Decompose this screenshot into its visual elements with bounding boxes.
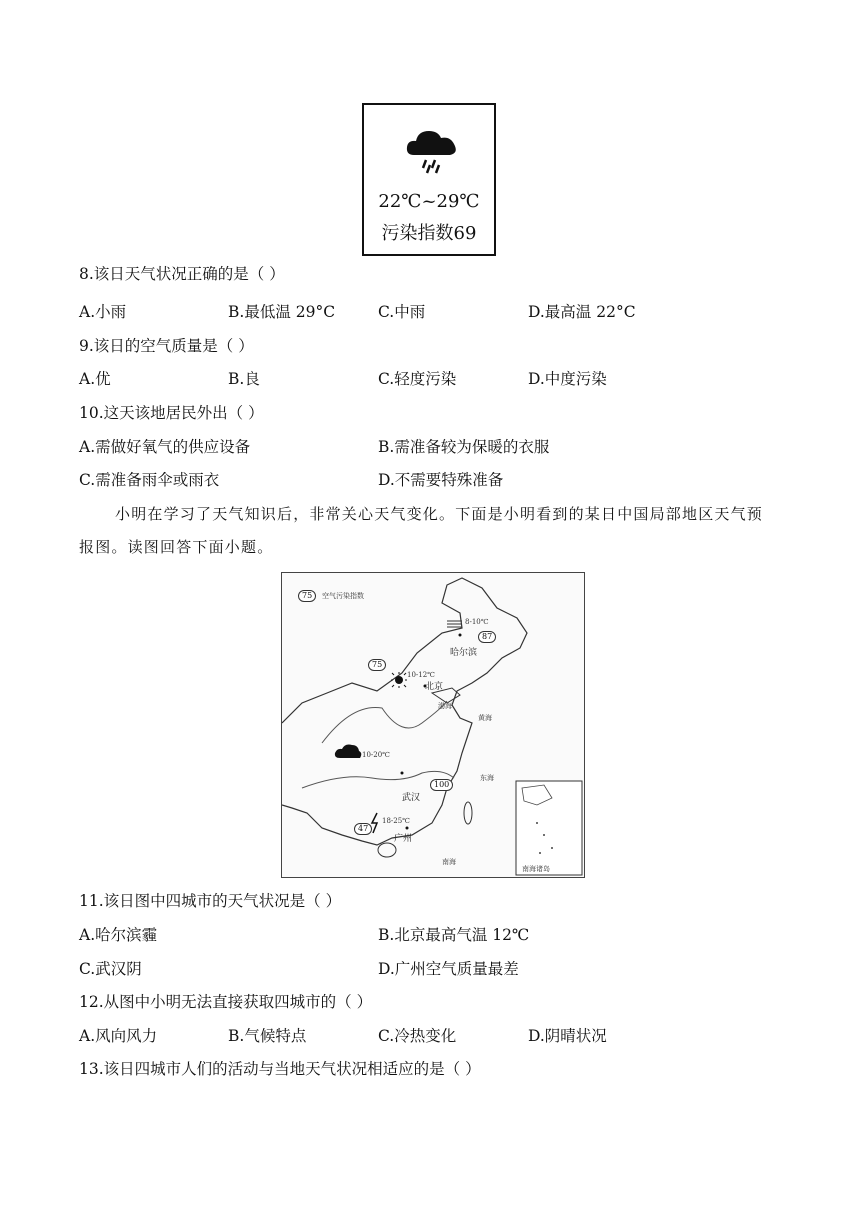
- legend-badge: 75: [298, 590, 316, 602]
- q8-option-b[interactable]: B.最低温 29°C: [228, 303, 336, 321]
- beijing-temp: 10-12℃: [407, 671, 436, 679]
- q12-option-d[interactable]: D.阴晴状况: [528, 1027, 607, 1045]
- passage-text: 小明在学习了天气知识后，非常关心天气变化。下面是小明看到的某日中国局部地区天气预报图。读图回答下面小题。: [79, 505, 764, 556]
- harbin-temp: 8-10℃: [465, 618, 489, 626]
- q10-option-b[interactable]: B.需准备较为保暖的衣服: [378, 438, 550, 456]
- q9-option-b[interactable]: B.良: [228, 370, 260, 388]
- q8-option-d[interactable]: D.最高温 22°C: [528, 303, 636, 321]
- rain-cloud-icon: [404, 125, 460, 177]
- question-12-stem: 12.从图中小明无法直接获取四城市的（ ）: [79, 993, 373, 1011]
- q10-option-c[interactable]: C.需准备雨伞或雨衣: [79, 471, 220, 489]
- question-8-stem: 8.该日天气状况正确的是（ ）: [79, 265, 285, 283]
- q8-option-a[interactable]: A.小雨: [79, 303, 127, 321]
- q11-option-b[interactable]: B.北京最高气温 12℃: [378, 926, 530, 944]
- q11-option-a[interactable]: A.哈尔滨霾: [79, 926, 158, 944]
- pollution-index: 污染指数69: [381, 223, 477, 244]
- huanghai-label: 黄海: [478, 714, 492, 722]
- question-13-stem: 13.该日四城市人们的活动与当地天气状况相适应的是（ ）: [79, 1060, 481, 1078]
- q9-option-d[interactable]: D.中度污染: [528, 370, 607, 388]
- wuhan-label: 武汉: [402, 793, 421, 803]
- q9-option-a[interactable]: A.优: [79, 370, 111, 388]
- q12-option-c[interactable]: C.冷热变化: [378, 1027, 457, 1045]
- q10-option-a[interactable]: A.需做好氧气的供应设备: [79, 438, 251, 456]
- guangzhou-index: 47: [354, 823, 372, 835]
- q12-option-a[interactable]: A.风向风力: [79, 1027, 158, 1045]
- weather-map: [281, 572, 585, 878]
- legend-label: 空气污染指数: [322, 592, 364, 600]
- q11-option-d[interactable]: D.广州空气质量最差: [378, 960, 519, 978]
- q10-option-d[interactable]: D.不需要特殊准备: [378, 471, 504, 489]
- beijing-label: 北京: [425, 682, 444, 692]
- wuhan-index: 100: [430, 779, 453, 791]
- bohai-label: 渤海: [438, 702, 452, 710]
- wuhan-temp: 10-20℃: [362, 751, 391, 759]
- q12-option-b[interactable]: B.气候特点: [228, 1027, 307, 1045]
- harbin-index: 87: [478, 631, 496, 643]
- harbin-label: 哈尔滨: [450, 648, 478, 658]
- q11-option-c[interactable]: C.武汉阴: [79, 960, 142, 978]
- nanhai-label: 南海: [442, 858, 456, 866]
- question-10-stem: 10.这天该地居民外出（ ）: [79, 404, 264, 422]
- beijing-index: 75: [368, 659, 386, 671]
- q9-option-c[interactable]: C.轻度污染: [378, 370, 457, 388]
- guangzhou-label: 广州: [394, 834, 413, 844]
- guangzhou-temp: 18-25℃: [382, 817, 411, 825]
- donghai-label: 东海: [480, 774, 494, 782]
- q8-option-c[interactable]: C.中雨: [378, 303, 426, 321]
- weather-card: [362, 103, 496, 256]
- temperature-range: 22℃~29℃: [378, 191, 480, 212]
- map-outline: [282, 573, 584, 877]
- inset-label: 南海诸岛: [522, 865, 550, 873]
- question-9-stem: 9.该日的空气质量是（ ）: [79, 337, 254, 355]
- question-11-stem: 11.该日图中四城市的天气状况是（ ）: [79, 892, 342, 910]
